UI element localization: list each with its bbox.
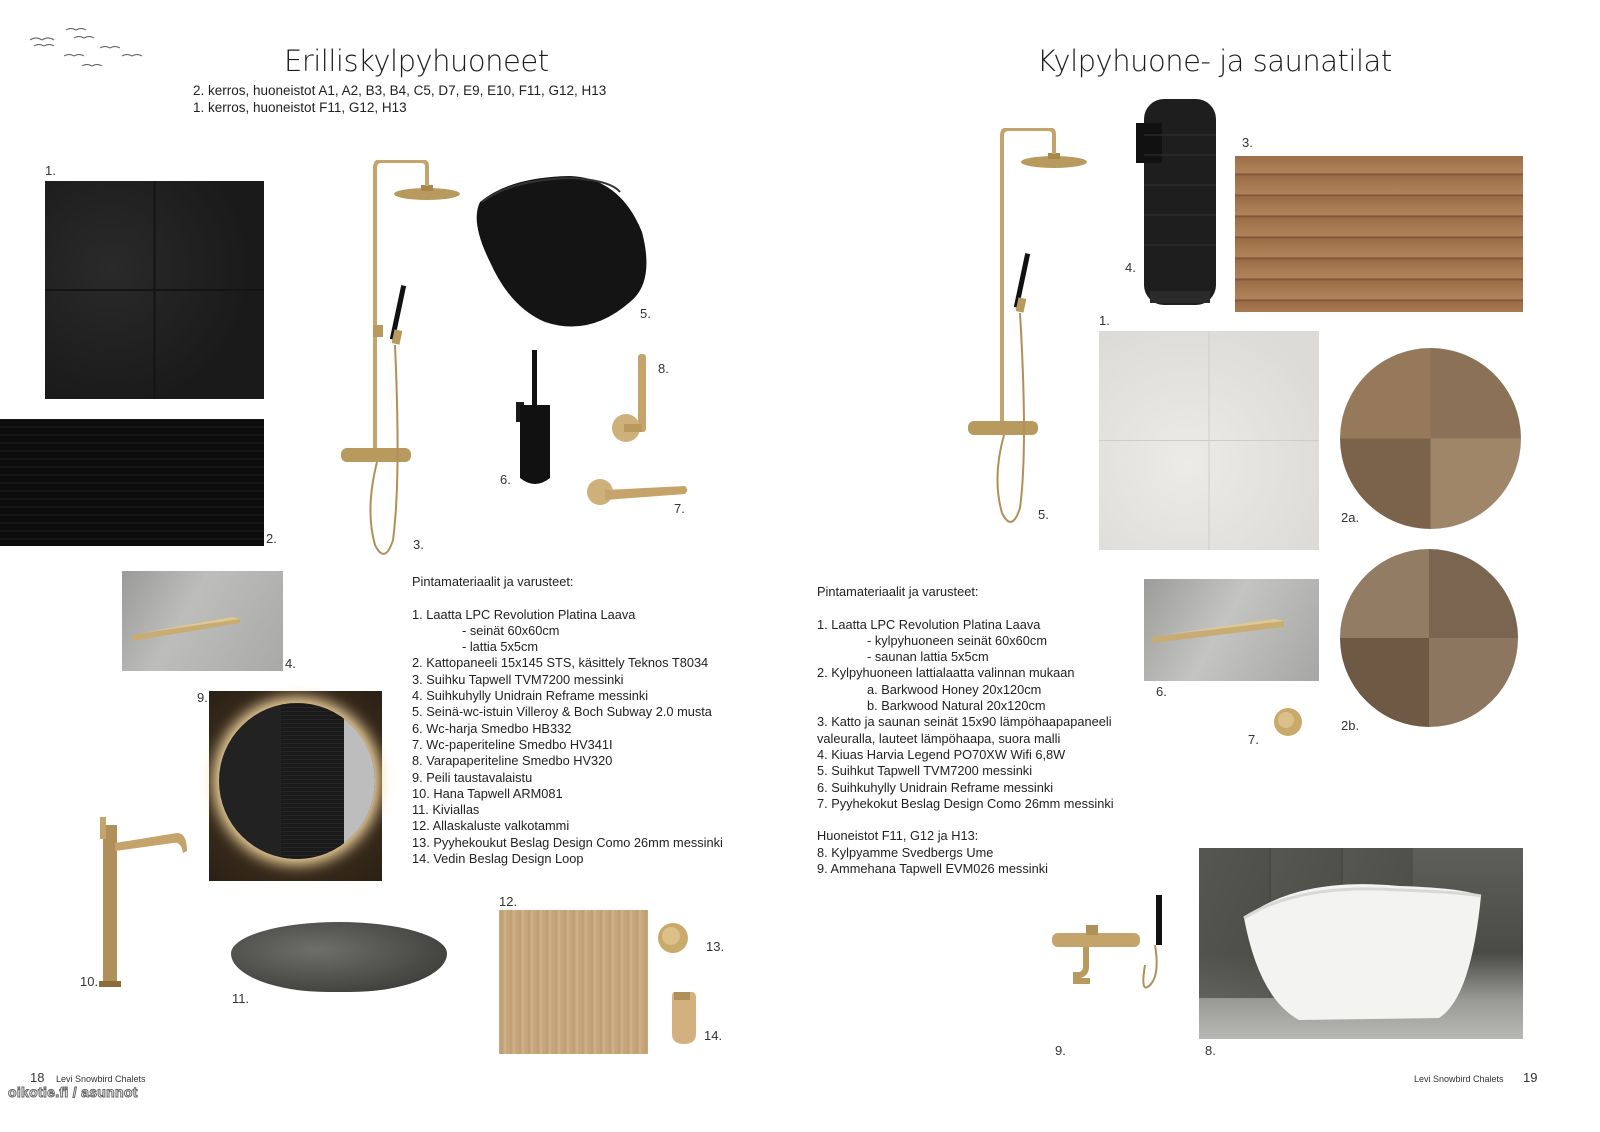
list-item: 1. Laatta LPC Revolution Platina Laava — [412, 606, 636, 622]
list-item: 8. Kylpyamme Svedbergs Ume — [817, 844, 994, 860]
footer-text: Levi Snowbird Chalets — [56, 1074, 146, 1084]
page-number: 19 — [1523, 1070, 1538, 1085]
list-item: - seinät 60x60cm — [462, 622, 560, 638]
shower-image — [962, 128, 1092, 533]
label-9: 9. — [197, 690, 208, 705]
list-item: a. Barkwood Honey 20x120cm — [867, 681, 1042, 697]
ceiling-panel-swatch — [0, 419, 264, 546]
birds-icon — [28, 26, 148, 74]
wood-panel-swatch — [1235, 156, 1523, 312]
list-item: - kylpyhuoneen seinät 60x60cm — [867, 632, 1047, 648]
list-item: 13. Pyyhekoukut Beslag Design Como 26mm messinki — [412, 834, 723, 850]
list-item: 9. Peili taustavalaistu — [412, 769, 533, 785]
subtitle-line-1: 2. kerros, huoneistot A1, A2, B3, B4, C5, D7, E9, E10, F11, G12, H13 — [193, 83, 607, 98]
list-item: 7. Wc-paperiteline Smedbo HV341I — [412, 736, 613, 752]
list-item: valeuralla, lauteet lämpöhaapa, suora malli — [817, 730, 1061, 746]
list-item: 3. Suihku Tapwell TVM7200 messinki — [412, 671, 624, 687]
label-5: 5. — [1038, 507, 1049, 522]
wc-image — [470, 172, 655, 334]
list-item: 10. Hana Tapwell ARM081 — [412, 785, 563, 801]
label-2: 2. — [266, 531, 277, 546]
list-item: b. Barkwood Natural 20x120cm — [867, 698, 1046, 714]
list-item: 5. Suihkut Tapwell TVM7200 messinki — [817, 763, 1033, 779]
list-item: 9. Ammehana Tapwell EVM026 messinki — [817, 861, 1048, 877]
list-item: 3. Katto ja saunan seinät 15x90 lämpöhaapapaneeli — [817, 714, 1112, 730]
footer-text: Levi Snowbird Chalets — [1414, 1074, 1504, 1084]
dark-tile-swatch — [45, 181, 264, 399]
shower-shelf-image — [122, 571, 283, 671]
label-13: 13. — [706, 939, 725, 954]
label-2a: 2a. — [1341, 510, 1360, 525]
label-8: 8. — [658, 361, 669, 376]
label-4: 4. — [285, 656, 296, 671]
list-item: 11. Kiviallas — [412, 802, 480, 818]
list-item: 6. Suihkuhylly Unidrain Reframe messinki — [817, 779, 1054, 795]
list-item: 4. Suihkuhylly Unidrain Reframe messinki — [412, 688, 649, 704]
label-7: 7. — [1248, 732, 1259, 747]
label-5: 5. — [640, 306, 651, 321]
label-11: 11. — [232, 991, 250, 1006]
list-item: 8. Varapaperiteline Smedbo HV320 — [412, 753, 613, 769]
label-7: 7. — [674, 501, 685, 516]
light-tile-swatch — [1099, 331, 1319, 550]
towel-hook-image — [1268, 702, 1308, 742]
faucet-image — [95, 815, 195, 990]
list-item: 2. Kylpyhuoneen lattialaatta valinnan mukaan — [817, 665, 1075, 681]
label-12: 12. — [499, 894, 518, 909]
list-item: 14. Vedin Beslag Design Loop — [412, 851, 584, 867]
page-number: 18 — [30, 1070, 45, 1085]
watermark: oikotie.fi / asunnot — [8, 1084, 138, 1100]
label-8: 8. — [1205, 1043, 1216, 1058]
list-item: - saunan lattia 5x5cm — [867, 649, 989, 665]
subtitle-line-2: 1. kerros, huoneistot F11, G12, H13 — [193, 100, 407, 115]
label-2b: 2b. — [1341, 718, 1360, 733]
label-3: 3. — [413, 537, 424, 552]
floor-tile-natural-swatch — [1340, 549, 1518, 727]
shower-shelf-image — [1144, 579, 1319, 681]
list-item: 1. Laatta LPC Revolution Platina Laava — [817, 616, 1041, 632]
shower-image — [335, 160, 465, 565]
label-6: 6. — [500, 472, 511, 487]
page-title: Erilliskylpyhuoneet — [284, 44, 549, 78]
sauna-stove-image — [1136, 95, 1221, 310]
label-9: 9. — [1055, 1043, 1066, 1058]
label-14: 14. — [704, 1028, 723, 1043]
stone-basin-image — [231, 922, 447, 992]
floor-tile-honey-swatch — [1340, 348, 1521, 529]
materials-list — [412, 574, 723, 867]
list-item: 7. Pyyhekokut Beslag Design Como 26mm messinki — [817, 795, 1114, 811]
list-item: 5. Seinä-wc-istuin Villeroy & Boch Subway 2.0 musta — [412, 704, 712, 720]
list-heading: Pintamateriaalit ja varusteet: — [817, 584, 979, 599]
list-item: 4. Kiuas Harvia Legend PO70XW Wifi 6,8W — [817, 746, 1066, 762]
label-10: 10. — [80, 974, 99, 989]
vanity-oak-swatch — [499, 910, 648, 1054]
list-heading: Pintamateriaalit ja varusteet: — [412, 574, 574, 589]
list-item: 6. Wc-harja Smedbo HB332 — [412, 720, 572, 736]
label-4: 4. — [1125, 260, 1136, 275]
bath-mixer-image — [1050, 895, 1165, 1000]
label-1: 1. — [45, 163, 56, 178]
handle-loop-image — [664, 988, 704, 1046]
materials-list — [817, 584, 1114, 877]
label-1: 1. — [1099, 313, 1110, 328]
label-6: 6. — [1156, 684, 1167, 699]
page-title: Kylpyhuone- ja saunatilat — [1037, 44, 1392, 78]
list-item: 12. Allaskaluste valkotammi — [412, 818, 570, 834]
spare-paper-holder-image — [608, 352, 658, 447]
list-heading: Huoneistot F11, G12 ja H13: — [817, 828, 979, 844]
bathtub-image — [1199, 848, 1523, 1039]
list-item: - lattia 5x5cm — [462, 639, 539, 655]
list-item: 2. Kattopaneeli 15x145 STS, käsittely Teknos T8034 — [412, 655, 709, 671]
label-3: 3. — [1242, 135, 1253, 150]
mirror-image — [209, 691, 382, 881]
towel-hook-image — [655, 918, 695, 958]
wc-brush-image — [510, 350, 560, 490]
